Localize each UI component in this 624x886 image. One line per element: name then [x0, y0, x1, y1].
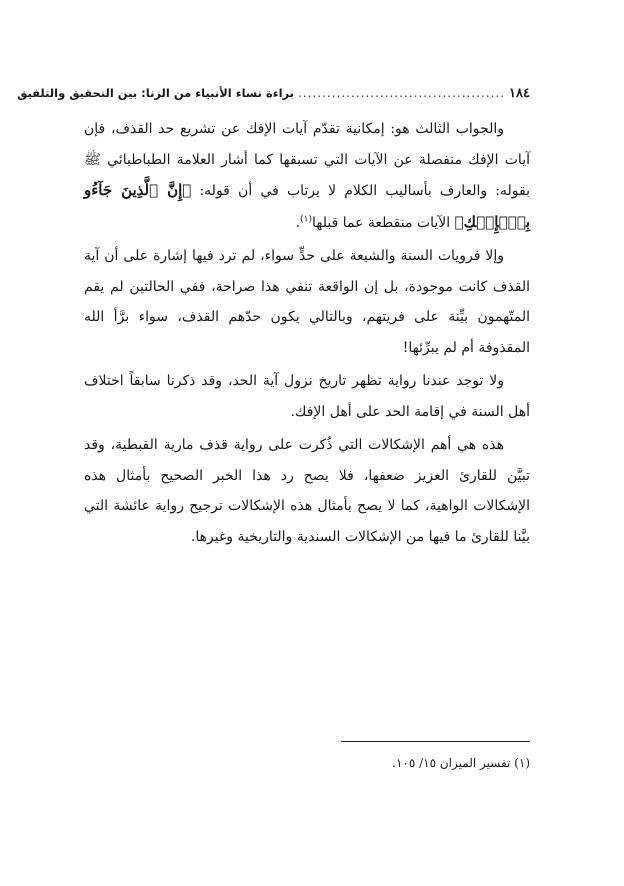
main-text	[84, 114, 530, 555]
footnote: (١) تفسير الميزان ١٥/ ١٠٥.	[392, 756, 530, 770]
header-dot-leader: ...........................................	[298, 86, 506, 100]
footnote-separator	[341, 741, 530, 742]
paragraph-1-text-b: الآيات منقطعة عما قبلها	[312, 214, 455, 231]
page-number: ١٨٤	[509, 86, 530, 101]
quran-quote: ﴿إِنَّ ٱلَّذِينَ جَآءُو بِٱلۡإِفۡكِ﴾	[84, 181, 530, 231]
paragraph-2: وإلا فرويات السنة والشيعة على حدٍّ سواء، لم ترد فيها إشارة على أن آية القذف كانت موجودة، بل إن الواقعة تنفي هذا صراحة، ففي الحالتين لم يقم المتّهمون بيِّنة على فريتهم، وبالتالي يكون حدّهم القذف، سواء برَّأ الله المقذوفة أم لم يبرِّئها!	[84, 248, 530, 356]
running-header	[17, 86, 530, 108]
paragraph-1	[84, 114, 530, 238]
paragraph-3: ولا توجد عندنا رواية تظهر تاريخ نزول آية الحد، وقد ذكرنا سابقاً اختلاف أهل السنة في إقامة الحد على أهل الإفك.	[84, 373, 530, 420]
paragraph-1-text-a: والجواب الثالث هو: إمكانية تقدّم آيات الإفك عن تشريع حد القذف، فإن آيات الإفك منفصلة عن الآيات التي تسبقها كما أشار العلامة الطباطبائي ﷺ بقوله: والعارف بأساليب الكلام لا يرتاب في أن قوله:	[84, 121, 531, 199]
running-title: براءة نساء الأنبياء من الزنا: بين التحقيق والتلفيق	[17, 86, 295, 100]
paragraph-4: هذه هي أهم الإشكالات التي ذُكرت على رواية قذف مارية القبطية، وقد تبيَّن للقارئ العزيز ضعفها، فلا يصح رد هذا الخبر الصحيح بأمثال هذه الإشكالات الواهية، كما لا يصح بأمثال هذه الإشكالات ترجيح رواية عائشة التي بيَّنا للقارئ ما فيها من الإشكالات السندية والتاريخية وغيرها.	[84, 437, 530, 545]
footnote-reference: (١)	[300, 213, 313, 224]
paragraph-1-end: .	[295, 214, 301, 231]
